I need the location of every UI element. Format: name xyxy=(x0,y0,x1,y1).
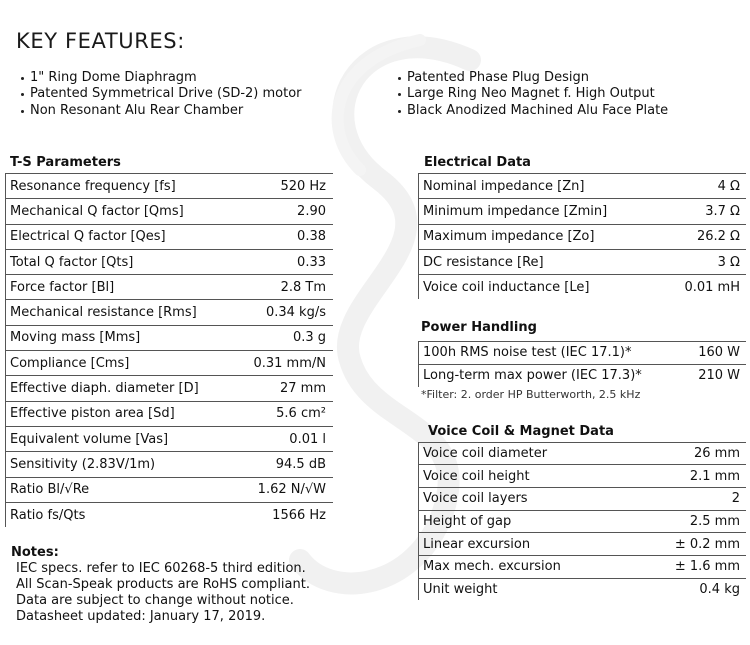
table-row xyxy=(419,532,746,555)
param-label: Maximum impedance [Zo] xyxy=(423,229,595,245)
param-label: Resonance frequency [fs] xyxy=(10,178,176,194)
feature-text: Non Resonant Alu Rear Chamber xyxy=(30,102,244,118)
features-list-left xyxy=(20,70,302,119)
feature-item xyxy=(397,86,668,102)
feature-item xyxy=(397,103,668,119)
note-line: Datasheet updated: January 17, 2019. xyxy=(16,609,266,624)
table-row xyxy=(6,502,333,527)
feature-item xyxy=(20,103,302,119)
features-list-right xyxy=(397,70,668,119)
table-row xyxy=(6,325,333,350)
table-row xyxy=(6,477,333,502)
page-title: KEY FEATURES: xyxy=(16,29,185,53)
power-handling-table xyxy=(418,341,746,387)
table-row xyxy=(6,173,333,198)
feature-text: Large Ring Neo Magnet f. High Output xyxy=(407,86,655,102)
param-label: Max mech. excursion xyxy=(423,559,561,575)
param-label: Minimum impedance [Zmin] xyxy=(423,203,608,219)
bullet-icon xyxy=(398,77,401,80)
note-line: All Scan-Speak products are RoHS compliant. xyxy=(16,577,310,592)
param-value: 26 mm xyxy=(693,445,740,461)
param-label: Nominal impedance [Zn] xyxy=(423,178,585,194)
table-row xyxy=(6,451,333,476)
voice-coil-magnet-table xyxy=(418,442,746,601)
table-row xyxy=(419,341,746,364)
param-label: Ratio Bl/√Re xyxy=(10,482,90,498)
feature-item xyxy=(397,70,668,86)
feature-text: Patented Symmetrical Drive (SD-2) motor xyxy=(30,86,302,102)
param-label: Compliance [Cms] xyxy=(10,355,130,371)
feature-text: Black Anodized Machined Alu Face Plate xyxy=(407,102,669,118)
param-value: 0.01 l xyxy=(289,431,326,447)
param-label: Unit weight xyxy=(423,582,498,598)
table-row xyxy=(419,249,746,274)
table-row xyxy=(419,578,746,601)
table-row xyxy=(419,274,746,299)
bullet-icon xyxy=(21,93,24,96)
note-line: IEC specs. refer to IEC 60268-5 third edition. xyxy=(16,561,306,576)
power-handling-footnote: *Filter: 2. order HP Butterworth, 2.5 kHz xyxy=(421,388,641,401)
ts-parameters-heading: T-S Parameters xyxy=(10,155,121,170)
table-row xyxy=(6,375,333,400)
bullet-icon xyxy=(398,93,401,96)
table-row xyxy=(6,299,333,324)
param-label: Sensitivity (2.83V/1m) xyxy=(10,456,156,472)
param-label: Long-term max power (IEC 17.3)* xyxy=(423,368,642,383)
param-label: Force factor [Bl] xyxy=(10,279,115,295)
param-value: 2.90 xyxy=(297,203,326,219)
param-label: Voice coil diameter xyxy=(423,445,548,461)
table-row xyxy=(6,350,333,375)
param-label: Effective diaph. diameter [D] xyxy=(10,381,199,397)
param-value: 0.01 mH xyxy=(684,279,740,295)
param-label: Voice coil height xyxy=(423,468,530,484)
table-row xyxy=(6,249,333,274)
voice-coil-magnet-heading: Voice Coil & Magnet Data xyxy=(428,424,614,439)
param-value: 0.31 mm/N xyxy=(253,355,326,371)
param-value: 94.5 dB xyxy=(275,456,326,472)
param-label: DC resistance [Re] xyxy=(423,254,544,270)
bullet-icon xyxy=(398,110,401,113)
table-row xyxy=(419,442,746,465)
param-label: Voice coil layers xyxy=(423,491,528,507)
feature-text: Patented Phase Plug Design xyxy=(407,70,589,85)
feature-item xyxy=(20,70,302,86)
param-value: 1.62 N/√W xyxy=(257,482,326,498)
param-value: 4 Ω xyxy=(717,178,740,194)
table-row xyxy=(6,274,333,299)
param-value: 2 xyxy=(731,491,740,507)
param-label: Height of gap xyxy=(423,514,512,529)
param-label: Voice coil inductance [Le] xyxy=(423,279,590,295)
table-row xyxy=(419,487,746,510)
feature-text: 1" Ring Dome Diaphragm xyxy=(30,70,197,85)
param-value: 0.4 kg xyxy=(699,582,740,598)
param-value: 2.5 mm xyxy=(689,514,740,529)
param-label: Moving mass [Mms] xyxy=(10,330,141,346)
param-label: Ratio fs/Qts xyxy=(10,507,86,523)
ts-parameters-table xyxy=(5,173,333,527)
table-row xyxy=(419,464,746,487)
param-value: ± 0.2 mm xyxy=(674,536,740,552)
table-row xyxy=(6,198,333,223)
param-label: Electrical Q factor [Qes] xyxy=(10,229,166,245)
table-row xyxy=(6,401,333,426)
bullet-icon xyxy=(21,110,24,113)
table-row xyxy=(419,224,746,249)
electrical-data-heading: Electrical Data xyxy=(424,155,531,170)
param-value: 520 Hz xyxy=(280,178,326,194)
param-label: Total Q factor [Qts] xyxy=(10,254,134,270)
param-value: 27 mm xyxy=(279,381,326,397)
param-value: 210 W xyxy=(698,368,740,383)
table-row xyxy=(419,198,746,223)
param-label: 100h RMS noise test (IEC 17.1)* xyxy=(423,345,632,360)
table-row xyxy=(419,173,746,198)
power-handling-heading: Power Handling xyxy=(421,320,537,335)
param-value: 3.7 Ω xyxy=(705,203,740,219)
param-label: Linear excursion xyxy=(423,536,531,552)
notes-heading: Notes: xyxy=(11,545,59,560)
table-row xyxy=(419,510,746,533)
param-value: 26.2 Ω xyxy=(696,229,740,245)
param-value: 0.34 kg/s xyxy=(265,305,326,321)
param-value: 0.38 xyxy=(297,229,326,245)
param-value: 5.6 cm² xyxy=(276,406,326,422)
param-value: ± 1.6 mm xyxy=(674,559,740,575)
table-row xyxy=(6,426,333,451)
table-row xyxy=(6,224,333,249)
electrical-data-table xyxy=(418,173,746,299)
param-value: 1566 Hz xyxy=(272,507,326,523)
param-value: 160 W xyxy=(698,345,740,360)
param-value: 2.1 mm xyxy=(689,468,740,484)
table-row xyxy=(419,555,746,578)
bullet-icon xyxy=(21,77,24,80)
notes-list xyxy=(16,561,310,625)
param-value: 3 Ω xyxy=(717,254,740,270)
param-label: Mechanical Q factor [Qms] xyxy=(10,203,184,219)
param-value: 0.33 xyxy=(297,254,326,270)
param-label: Mechanical resistance [Rms] xyxy=(10,305,197,321)
param-label: Equivalent volume [Vas] xyxy=(10,431,169,447)
param-label: Effective piston area [Sd] xyxy=(10,406,175,422)
param-value: 0.3 g xyxy=(292,330,326,346)
table-row xyxy=(419,364,746,387)
note-line: Data are subject to change without notice. xyxy=(16,593,294,608)
param-value: 2.8 Tm xyxy=(280,279,326,295)
feature-item xyxy=(20,86,302,102)
